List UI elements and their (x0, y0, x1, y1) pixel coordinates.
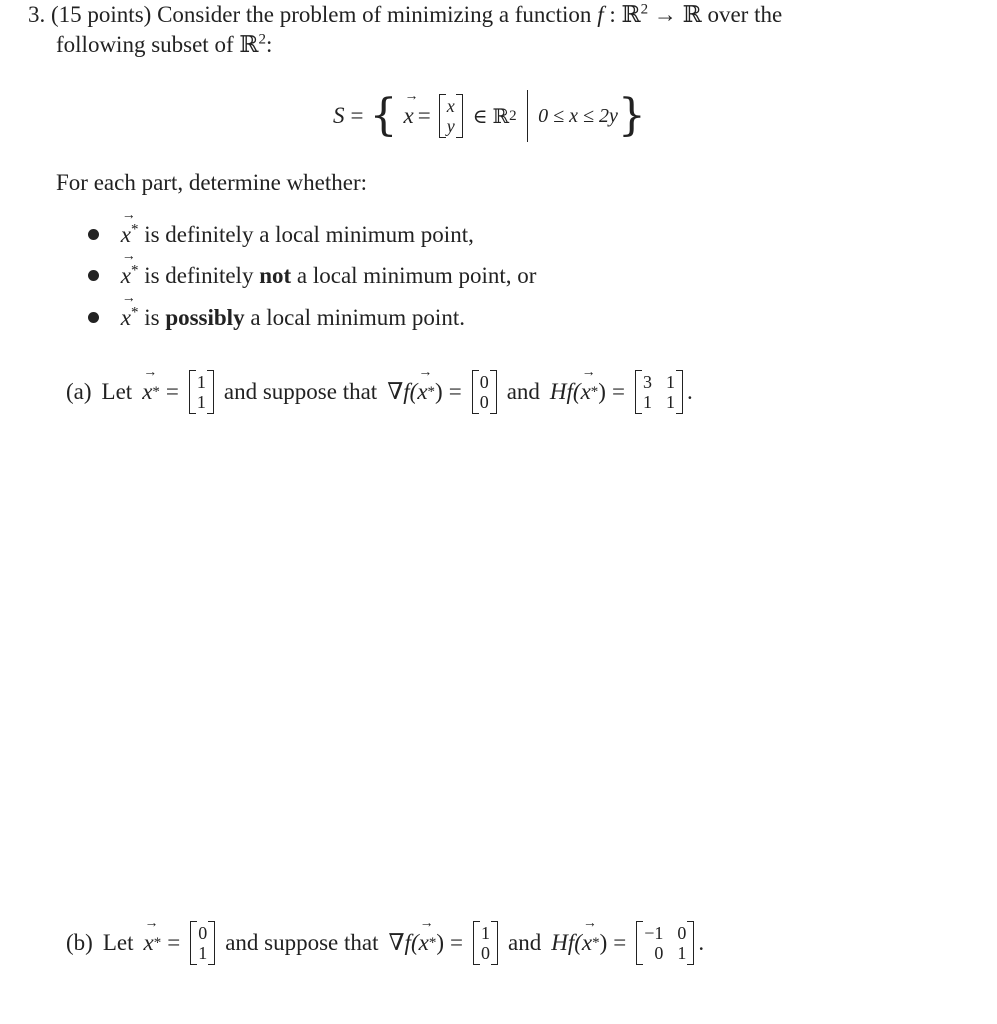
domain-space: ℝ (621, 2, 641, 27)
domain-exponent: 2 (640, 1, 649, 18)
matrix-entry: 1 (665, 392, 675, 412)
codomain-space: ℝ (682, 2, 702, 27)
set-divider (527, 90, 529, 142)
bullet-text-end: a local minimum point. (250, 305, 465, 330)
gradient-label: ∇f( (388, 930, 419, 955)
bullet-item: → x* is possibly a local minimum point. (88, 305, 465, 331)
vector-x-star: → x (581, 916, 597, 955)
element-of: ∈ ℝ (472, 105, 510, 128)
vector-x-star: → x (417, 365, 433, 404)
matrix-entry: 0 (479, 392, 489, 412)
matrix-entry: x (446, 96, 455, 116)
vector-x-star: → x (120, 249, 136, 288)
vector-x-star: → x (120, 208, 136, 247)
hessian-label: Hf( (551, 930, 582, 955)
bullet-emphasis: possibly (165, 305, 245, 330)
gradient-matrix (473, 921, 498, 965)
matrix-entry: 1 (196, 392, 206, 412)
subset-exponent: 2 (258, 31, 266, 48)
subset-colon: : (265, 32, 273, 57)
problem-points: (15 points) (51, 2, 152, 27)
bullet-dot (88, 312, 99, 323)
matrix-entry: 1 (677, 943, 687, 963)
let-text: Let (102, 930, 134, 955)
gradient-label: ∇f( (387, 379, 418, 404)
bullet-text: is definitely a local minimum point, (144, 222, 474, 247)
vector-x-star: → x (418, 916, 434, 955)
vector-x-star: → x (580, 365, 596, 404)
equals-sign-2: = (417, 103, 431, 128)
problem-statement-line2 (56, 32, 272, 58)
period: . (698, 930, 705, 955)
open-brace: { (369, 90, 398, 141)
and-text: and (507, 930, 542, 955)
bullet-item: → x* is definitely a local minimum point, (88, 222, 474, 248)
suppose-text: and suppose that (225, 930, 379, 955)
matrix-entry: 0 (480, 943, 490, 963)
vector-arrow: → (404, 89, 419, 104)
bullet-text-end: a local minimum point, or (296, 263, 537, 288)
part-label: (b) (66, 930, 93, 955)
part-b: (b) Let → x * = 0 1 and suppose that ∇f( → x * ) = 1 0 and Hf( → x * ) = −1 0 0 1 . (66, 916, 705, 963)
bullet-text: is (144, 305, 160, 330)
vector-x (403, 89, 419, 129)
over-the-text: over the (707, 2, 783, 27)
subset-intro: following subset of (56, 32, 234, 57)
set-symbol: S (333, 103, 345, 128)
matrix-entry: 0 (479, 372, 489, 392)
and-text: and (506, 379, 540, 404)
matrix-entry: 0 (677, 923, 687, 943)
set-condition: 0 ≤ x ≤ 2y (538, 104, 618, 127)
matrix-entry: 1 (642, 392, 652, 412)
maps-to-arrow: → (653, 2, 677, 27)
close-brace: } (617, 90, 646, 141)
subset-space: ℝ (239, 32, 259, 57)
matrix-entry: −1 (644, 923, 664, 943)
hessian-label: Hf( (549, 379, 581, 404)
instructions-heading: For each part, determine whether: (56, 170, 368, 195)
problem-statement-line1 (28, 2, 782, 28)
problem-intro: Consider the problem of minimizing a function (157, 2, 592, 27)
suppose-text: and suppose that (223, 379, 378, 404)
colon: : (609, 2, 616, 27)
matrix-entry: 1 (665, 372, 675, 392)
equals-sign: = (350, 103, 364, 128)
vector-x-star: → x (143, 916, 159, 955)
gradient-matrix (472, 370, 497, 414)
matrix-entry: y (446, 116, 455, 136)
x-star-matrix (190, 921, 215, 965)
bullet-item: → x* is definitely not a local minimum point, or (88, 263, 536, 289)
period: . (686, 379, 693, 404)
bullet-text: is definitely (144, 263, 254, 288)
let-text: Let (101, 379, 133, 404)
matrix-entry: 1 (198, 943, 208, 963)
x-star-matrix (189, 370, 214, 414)
matrix-entry: 1 (480, 923, 490, 943)
bullet-emphasis: not (259, 263, 292, 288)
vector-x-star: → x (142, 365, 158, 404)
matrix-entry: 0 (198, 923, 208, 943)
matrix-entry: 0 (654, 943, 664, 963)
part-a: (a) Let → x * = 1 1 and suppose that ∇f( → x * ) = 0 0 and Hf( → x * ) = 3 1 1 1 . (66, 365, 693, 412)
vector-x-star: → x (120, 291, 136, 330)
set-vector-matrix (439, 94, 463, 138)
bullet-dot (88, 229, 99, 240)
matrix-entry: 1 (196, 372, 206, 392)
bullet-dot (88, 270, 99, 281)
problem-number: 3. (28, 2, 46, 27)
function-symbol: f (597, 2, 604, 27)
matrix-entry: 3 (642, 372, 652, 392)
hessian-matrix (636, 921, 694, 965)
set-definition: S = { → x = x y ∈ ℝ 2 0 ≤ x ≤ 2y } (333, 89, 646, 141)
hessian-matrix (635, 370, 683, 414)
vector-x-label: x (403, 103, 414, 128)
part-label: (a) (66, 379, 92, 404)
